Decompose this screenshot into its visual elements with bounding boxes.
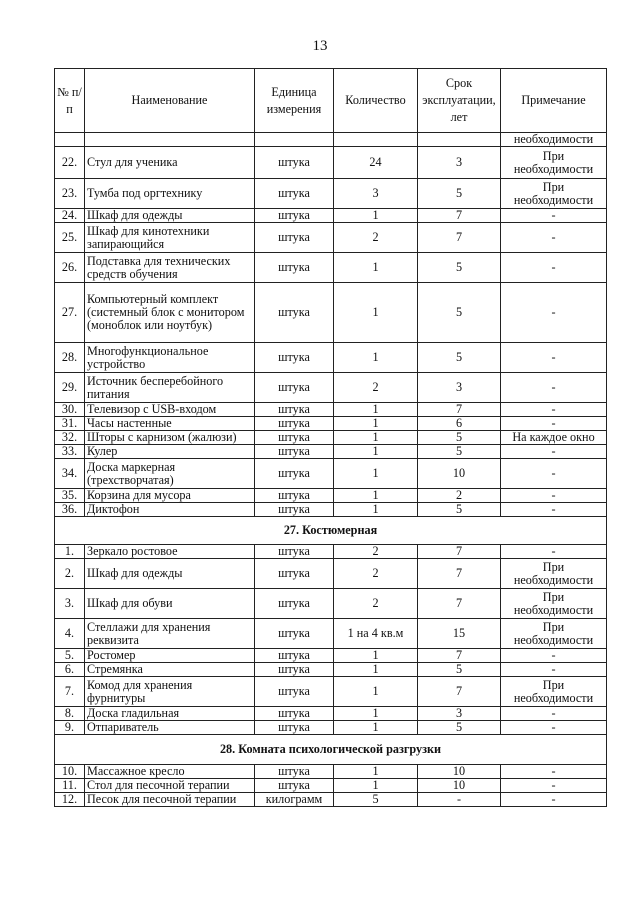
- item-name-cell: Часы настенные: [85, 417, 255, 431]
- note-cell: При необходимости: [501, 559, 607, 589]
- row-number-cell: 2.: [55, 559, 85, 589]
- unit-cell: штука: [255, 489, 334, 503]
- unit-cell: килограмм: [255, 793, 334, 807]
- table-row: [55, 403, 607, 417]
- unit-cell: штука: [255, 663, 334, 677]
- note-cell: -: [501, 209, 607, 223]
- note-cell: -: [501, 793, 607, 807]
- note-cell: -: [501, 417, 607, 431]
- service-life-cell: 5: [418, 343, 501, 373]
- item-name-cell: Подставка для технических средств обучения: [85, 253, 255, 283]
- column-header: Количество: [334, 69, 418, 133]
- quantity-cell: 1: [334, 417, 418, 431]
- service-life-cell: 3: [418, 373, 501, 403]
- unit-cell: штука: [255, 223, 334, 253]
- quantity-cell: 1: [334, 707, 418, 721]
- item-name-cell: Шкаф для кинотехники запирающийся: [85, 223, 255, 253]
- note-cell: -: [501, 721, 607, 735]
- note-cell: -: [501, 545, 607, 559]
- note-cell: -: [501, 707, 607, 721]
- row-number-cell: 11.: [55, 779, 85, 793]
- service-life-cell: 15: [418, 619, 501, 649]
- table-row: [55, 503, 607, 517]
- unit-cell: штука: [255, 707, 334, 721]
- unit-cell: штука: [255, 765, 334, 779]
- quantity-cell: 1: [334, 649, 418, 663]
- table-row: [55, 431, 607, 445]
- table-row: [55, 147, 607, 179]
- column-header: № п/п: [55, 69, 85, 133]
- note-cell: При необходимости: [501, 589, 607, 619]
- service-life-cell: 7: [418, 677, 501, 707]
- quantity-cell: 1: [334, 343, 418, 373]
- item-name-cell: Тумба под оргтехнику: [85, 179, 255, 209]
- unit-cell: штука: [255, 253, 334, 283]
- row-number-cell: 27.: [55, 283, 85, 343]
- unit-cell: штука: [255, 373, 334, 403]
- table-row: [55, 707, 607, 721]
- unit-cell: штука: [255, 649, 334, 663]
- note-cell: -: [501, 373, 607, 403]
- table-row: [55, 779, 607, 793]
- service-life-cell: 5: [418, 253, 501, 283]
- note-cell: -: [501, 489, 607, 503]
- quantity-cell: 1: [334, 431, 418, 445]
- note-cell: -: [501, 445, 607, 459]
- note-cell: -: [501, 223, 607, 253]
- quantity-cell: 1: [334, 721, 418, 735]
- row-number-cell: 1.: [55, 545, 85, 559]
- service-life-cell: 2: [418, 489, 501, 503]
- service-life-cell: 7: [418, 545, 501, 559]
- row-number-cell: 8.: [55, 707, 85, 721]
- row-number-cell: 28.: [55, 343, 85, 373]
- table-row: [55, 649, 607, 663]
- row-number-cell: 10.: [55, 765, 85, 779]
- quantity-cell: 2: [334, 545, 418, 559]
- table-row: [55, 343, 607, 373]
- row-number-cell: 22.: [55, 147, 85, 179]
- table-row: [55, 677, 607, 707]
- item-name-cell: Стол для песочной терапии: [85, 779, 255, 793]
- service-life-cell: 10: [418, 459, 501, 489]
- table-row: [55, 253, 607, 283]
- table-row: [55, 209, 607, 223]
- item-name-cell: Зеркало ростовое: [85, 545, 255, 559]
- quantity-cell: 1: [334, 779, 418, 793]
- table-header-row: [55, 69, 607, 133]
- item-name-cell: Комод для хранения фурнитуры: [85, 677, 255, 707]
- item-name-cell: Корзина для мусора: [85, 489, 255, 503]
- quantity-cell: 1: [334, 503, 418, 517]
- service-life-cell: 3: [418, 707, 501, 721]
- page-number: 13: [312, 38, 328, 54]
- section-title: 28. Комната психологической разгрузки: [55, 735, 607, 765]
- table-row: [55, 721, 607, 735]
- row-number-cell: 34.: [55, 459, 85, 489]
- item-name-cell: Шкаф для одежды: [85, 209, 255, 223]
- table-row: [55, 373, 607, 403]
- table-row: [55, 489, 607, 503]
- service-life-cell: 7: [418, 649, 501, 663]
- quantity-cell: 1: [334, 663, 418, 677]
- section-header-row: [55, 517, 607, 545]
- row-number-cell: 4.: [55, 619, 85, 649]
- note-cell: При необходимости: [501, 619, 607, 649]
- service-life-cell: 5: [418, 663, 501, 677]
- unit-cell: штука: [255, 431, 334, 445]
- service-life-cell: 5: [418, 431, 501, 445]
- row-number-cell: 9.: [55, 721, 85, 735]
- inventory-table: [54, 68, 607, 807]
- item-name-cell: Массажное кресло: [85, 765, 255, 779]
- item-name-cell: Телевизор с USB-входом: [85, 403, 255, 417]
- unit-cell: штука: [255, 721, 334, 735]
- row-number-cell: 35.: [55, 489, 85, 503]
- column-header: Наименование: [85, 69, 255, 133]
- row-number-cell: 23.: [55, 179, 85, 209]
- row-number-cell: 5.: [55, 649, 85, 663]
- item-name-cell: Ростомер: [85, 649, 255, 663]
- unit-cell: штука: [255, 445, 334, 459]
- service-life-cell: 5: [418, 503, 501, 517]
- table-row: [55, 793, 607, 807]
- quantity-cell: 5: [334, 793, 418, 807]
- service-life-cell: 5: [418, 721, 501, 735]
- service-life-cell: 10: [418, 779, 501, 793]
- unit-cell: штука: [255, 417, 334, 431]
- item-name-cell: Диктофон: [85, 503, 255, 517]
- quantity-cell: 1: [334, 209, 418, 223]
- note-cell: -: [501, 253, 607, 283]
- row-number-cell: 25.: [55, 223, 85, 253]
- table-row: [55, 223, 607, 253]
- note-cell: -: [501, 779, 607, 793]
- row-number-cell: 6.: [55, 663, 85, 677]
- unit-cell: штука: [255, 559, 334, 589]
- quantity-cell: 1: [334, 459, 418, 489]
- service-life-cell: [418, 133, 501, 147]
- item-name-cell: Источник бесперебойного питания: [85, 373, 255, 403]
- service-life-cell: 7: [418, 589, 501, 619]
- table-row: [55, 179, 607, 209]
- item-name-cell: Стул для ученика: [85, 147, 255, 179]
- row-number-cell: 24.: [55, 209, 85, 223]
- unit-cell: штука: [255, 677, 334, 707]
- unit-cell: штука: [255, 503, 334, 517]
- unit-cell: штука: [255, 403, 334, 417]
- quantity-cell: 2: [334, 589, 418, 619]
- row-number-cell: 32.: [55, 431, 85, 445]
- quantity-cell: 2: [334, 373, 418, 403]
- row-number-cell: 12.: [55, 793, 85, 807]
- row-number-cell: 3.: [55, 589, 85, 619]
- item-name-cell: Песок для песочной терапии: [85, 793, 255, 807]
- quantity-cell: 2: [334, 559, 418, 589]
- quantity-cell: 1: [334, 445, 418, 459]
- section-header-row: [55, 735, 607, 765]
- service-life-cell: 10: [418, 765, 501, 779]
- unit-cell: штука: [255, 779, 334, 793]
- table-row: [55, 619, 607, 649]
- row-number-cell: 7.: [55, 677, 85, 707]
- note-cell: -: [501, 403, 607, 417]
- column-header: Единица измерения: [255, 69, 334, 133]
- item-name-cell: Компьютерный комплект (системный блок с монитором (моноблок или ноутбук): [85, 283, 255, 343]
- row-number-cell: 29.: [55, 373, 85, 403]
- item-name-cell: Стеллажи для хранения реквизита: [85, 619, 255, 649]
- quantity-cell: 1: [334, 253, 418, 283]
- note-cell: -: [501, 663, 607, 677]
- unit-cell: штука: [255, 209, 334, 223]
- note-cell: -: [501, 765, 607, 779]
- row-number-cell: [55, 133, 85, 147]
- note-cell: При необходимости: [501, 147, 607, 179]
- service-life-cell: -: [418, 793, 501, 807]
- quantity-cell: 1: [334, 283, 418, 343]
- service-life-cell: 7: [418, 223, 501, 253]
- unit-cell: штука: [255, 283, 334, 343]
- note-cell: -: [501, 343, 607, 373]
- table-row: [55, 445, 607, 459]
- note-cell: При необходимости: [501, 677, 607, 707]
- note-cell: При необходимости: [501, 179, 607, 209]
- table-row: [55, 589, 607, 619]
- service-life-cell: 5: [418, 179, 501, 209]
- quantity-cell: 1 на 4 кв.м: [334, 619, 418, 649]
- note-cell: -: [501, 459, 607, 489]
- item-name-cell: Шкаф для обуви: [85, 589, 255, 619]
- service-life-cell: 6: [418, 417, 501, 431]
- item-name-cell: Кулер: [85, 445, 255, 459]
- section-title: 27. Костюмерная: [55, 517, 607, 545]
- unit-cell: штука: [255, 179, 334, 209]
- table-row: [55, 663, 607, 677]
- unit-cell: [255, 133, 334, 147]
- note-cell: На каждое окно: [501, 431, 607, 445]
- note-cell: -: [501, 503, 607, 517]
- item-name-cell: Доска маркерная (трехстворчатая): [85, 459, 255, 489]
- unit-cell: штука: [255, 459, 334, 489]
- service-life-cell: 5: [418, 445, 501, 459]
- unit-cell: штука: [255, 147, 334, 179]
- service-life-cell: 5: [418, 283, 501, 343]
- column-header: Срок эксплуатации, лет: [418, 69, 501, 133]
- table-row: [55, 765, 607, 779]
- quantity-cell: 3: [334, 179, 418, 209]
- item-name-cell: Доска гладильная: [85, 707, 255, 721]
- note-cell: -: [501, 283, 607, 343]
- item-name-cell: Стремянка: [85, 663, 255, 677]
- table-row: [55, 545, 607, 559]
- row-number-cell: 33.: [55, 445, 85, 459]
- note-cell: необходимости: [501, 133, 607, 147]
- unit-cell: штука: [255, 343, 334, 373]
- note-cell: -: [501, 649, 607, 663]
- item-name-cell: Шторы с карнизом (жалюзи): [85, 431, 255, 445]
- quantity-cell: 24: [334, 147, 418, 179]
- row-number-cell: 31.: [55, 417, 85, 431]
- table-row: [55, 459, 607, 489]
- quantity-cell: 1: [334, 403, 418, 417]
- service-life-cell: 7: [418, 209, 501, 223]
- quantity-cell: [334, 133, 418, 147]
- item-name-cell: Шкаф для одежды: [85, 559, 255, 589]
- service-life-cell: 7: [418, 403, 501, 417]
- item-name-cell: [85, 133, 255, 147]
- quantity-cell: 1: [334, 677, 418, 707]
- column-header: Примечание: [501, 69, 607, 133]
- row-number-cell: 36.: [55, 503, 85, 517]
- unit-cell: штука: [255, 619, 334, 649]
- row-number-cell: 26.: [55, 253, 85, 283]
- table-row: [55, 417, 607, 431]
- unit-cell: штука: [255, 545, 334, 559]
- unit-cell: штука: [255, 589, 334, 619]
- item-name-cell: Отпариватель: [85, 721, 255, 735]
- row-number-cell: 30.: [55, 403, 85, 417]
- service-life-cell: 7: [418, 559, 501, 589]
- quantity-cell: 2: [334, 223, 418, 253]
- quantity-cell: 1: [334, 765, 418, 779]
- service-life-cell: 3: [418, 147, 501, 179]
- table-body: [55, 133, 607, 807]
- quantity-cell: 1: [334, 489, 418, 503]
- table-row: [55, 283, 607, 343]
- item-name-cell: Многофункциональное устройство: [85, 343, 255, 373]
- table-row: [55, 559, 607, 589]
- table-row: [55, 133, 607, 147]
